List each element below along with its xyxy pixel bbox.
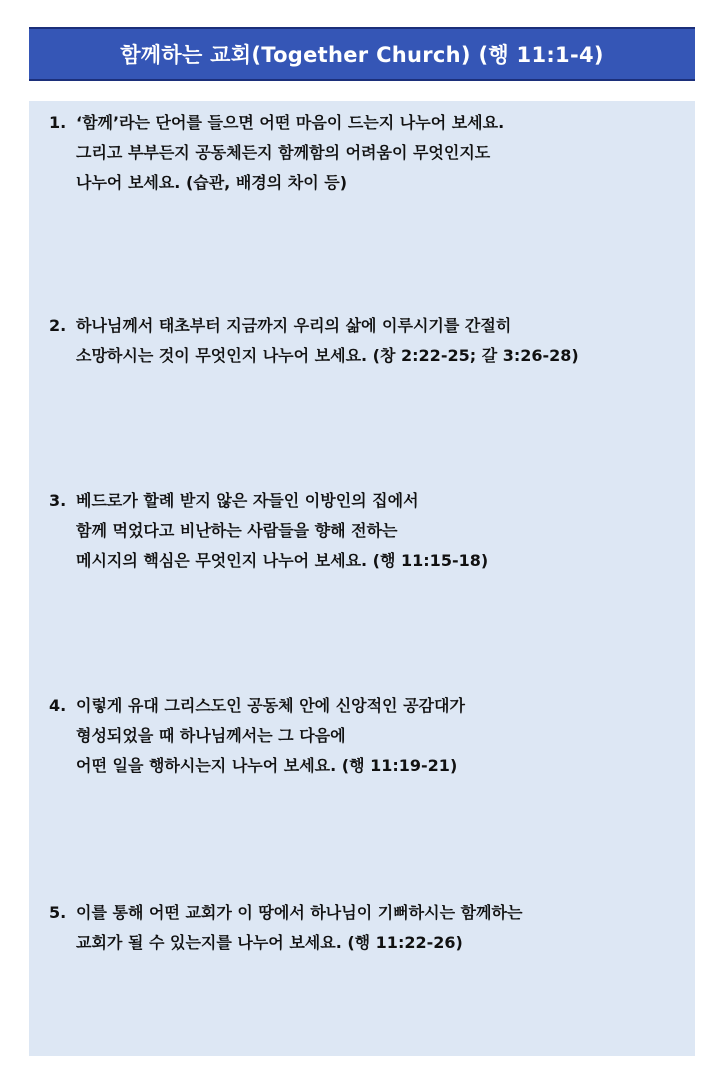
question-line: 어떤 일을 행하시는지 나누어 보세요. (행 11:19-21) [76, 756, 458, 775]
question-number: 1. [49, 113, 67, 132]
question-line: 형성되었을 때 하나님께서는 그 다음에 [76, 726, 346, 745]
question-line: ‘함께’라는 단어를 들으면 어떤 마음이 드는지 나누어 보세요. [76, 113, 505, 132]
question-number: 2. [49, 316, 67, 335]
question-line: 베드로가 할례 받지 않은 자들인 이방인의 집에서 [76, 491, 419, 510]
question-line: 교회가 될 수 있는지를 나누어 보세요. (행 11:22-26) [76, 933, 463, 952]
question-5 [49, 898, 522, 958]
question-line: 하나님께서 태초부터 지금까지 우리의 삶에 이루시기를 간절히 [76, 316, 512, 335]
question-line: 이렇게 유대 그리스도인 공동체 안에 신앙적인 공감대가 [76, 696, 465, 715]
question-number: 3. [49, 491, 67, 510]
question-3 [49, 486, 488, 576]
title-bar [29, 27, 695, 81]
question-line: 이를 통해 어떤 교회가 이 땅에서 하나님이 기뻐하시는 함께하는 [76, 903, 523, 922]
page-title: 함께하는 교회(Together Church) (행 11:1-4) [120, 43, 604, 67]
question-number: 5. [49, 903, 67, 922]
question-line: 소망하시는 것이 무엇인지 나누어 보세요. (창 2:22-25; 갈 3:26-28) [76, 346, 579, 365]
questions-panel [29, 101, 695, 1056]
question-4 [49, 691, 465, 781]
question-1 [49, 108, 504, 198]
question-2 [49, 311, 579, 371]
question-line: 메시지의 핵심은 무엇인지 나누어 보세요. (행 11:15-18) [76, 551, 489, 570]
question-line: 그리고 부부든지 공동체든지 함께함의 어려움이 무엇인지도 [76, 143, 491, 162]
question-line: 함께 먹었다고 비난하는 사람들을 향해 전하는 [76, 521, 398, 540]
question-line: 나누어 보세요. (습관, 배경의 차이 등) [76, 173, 348, 192]
question-number: 4. [49, 696, 67, 715]
